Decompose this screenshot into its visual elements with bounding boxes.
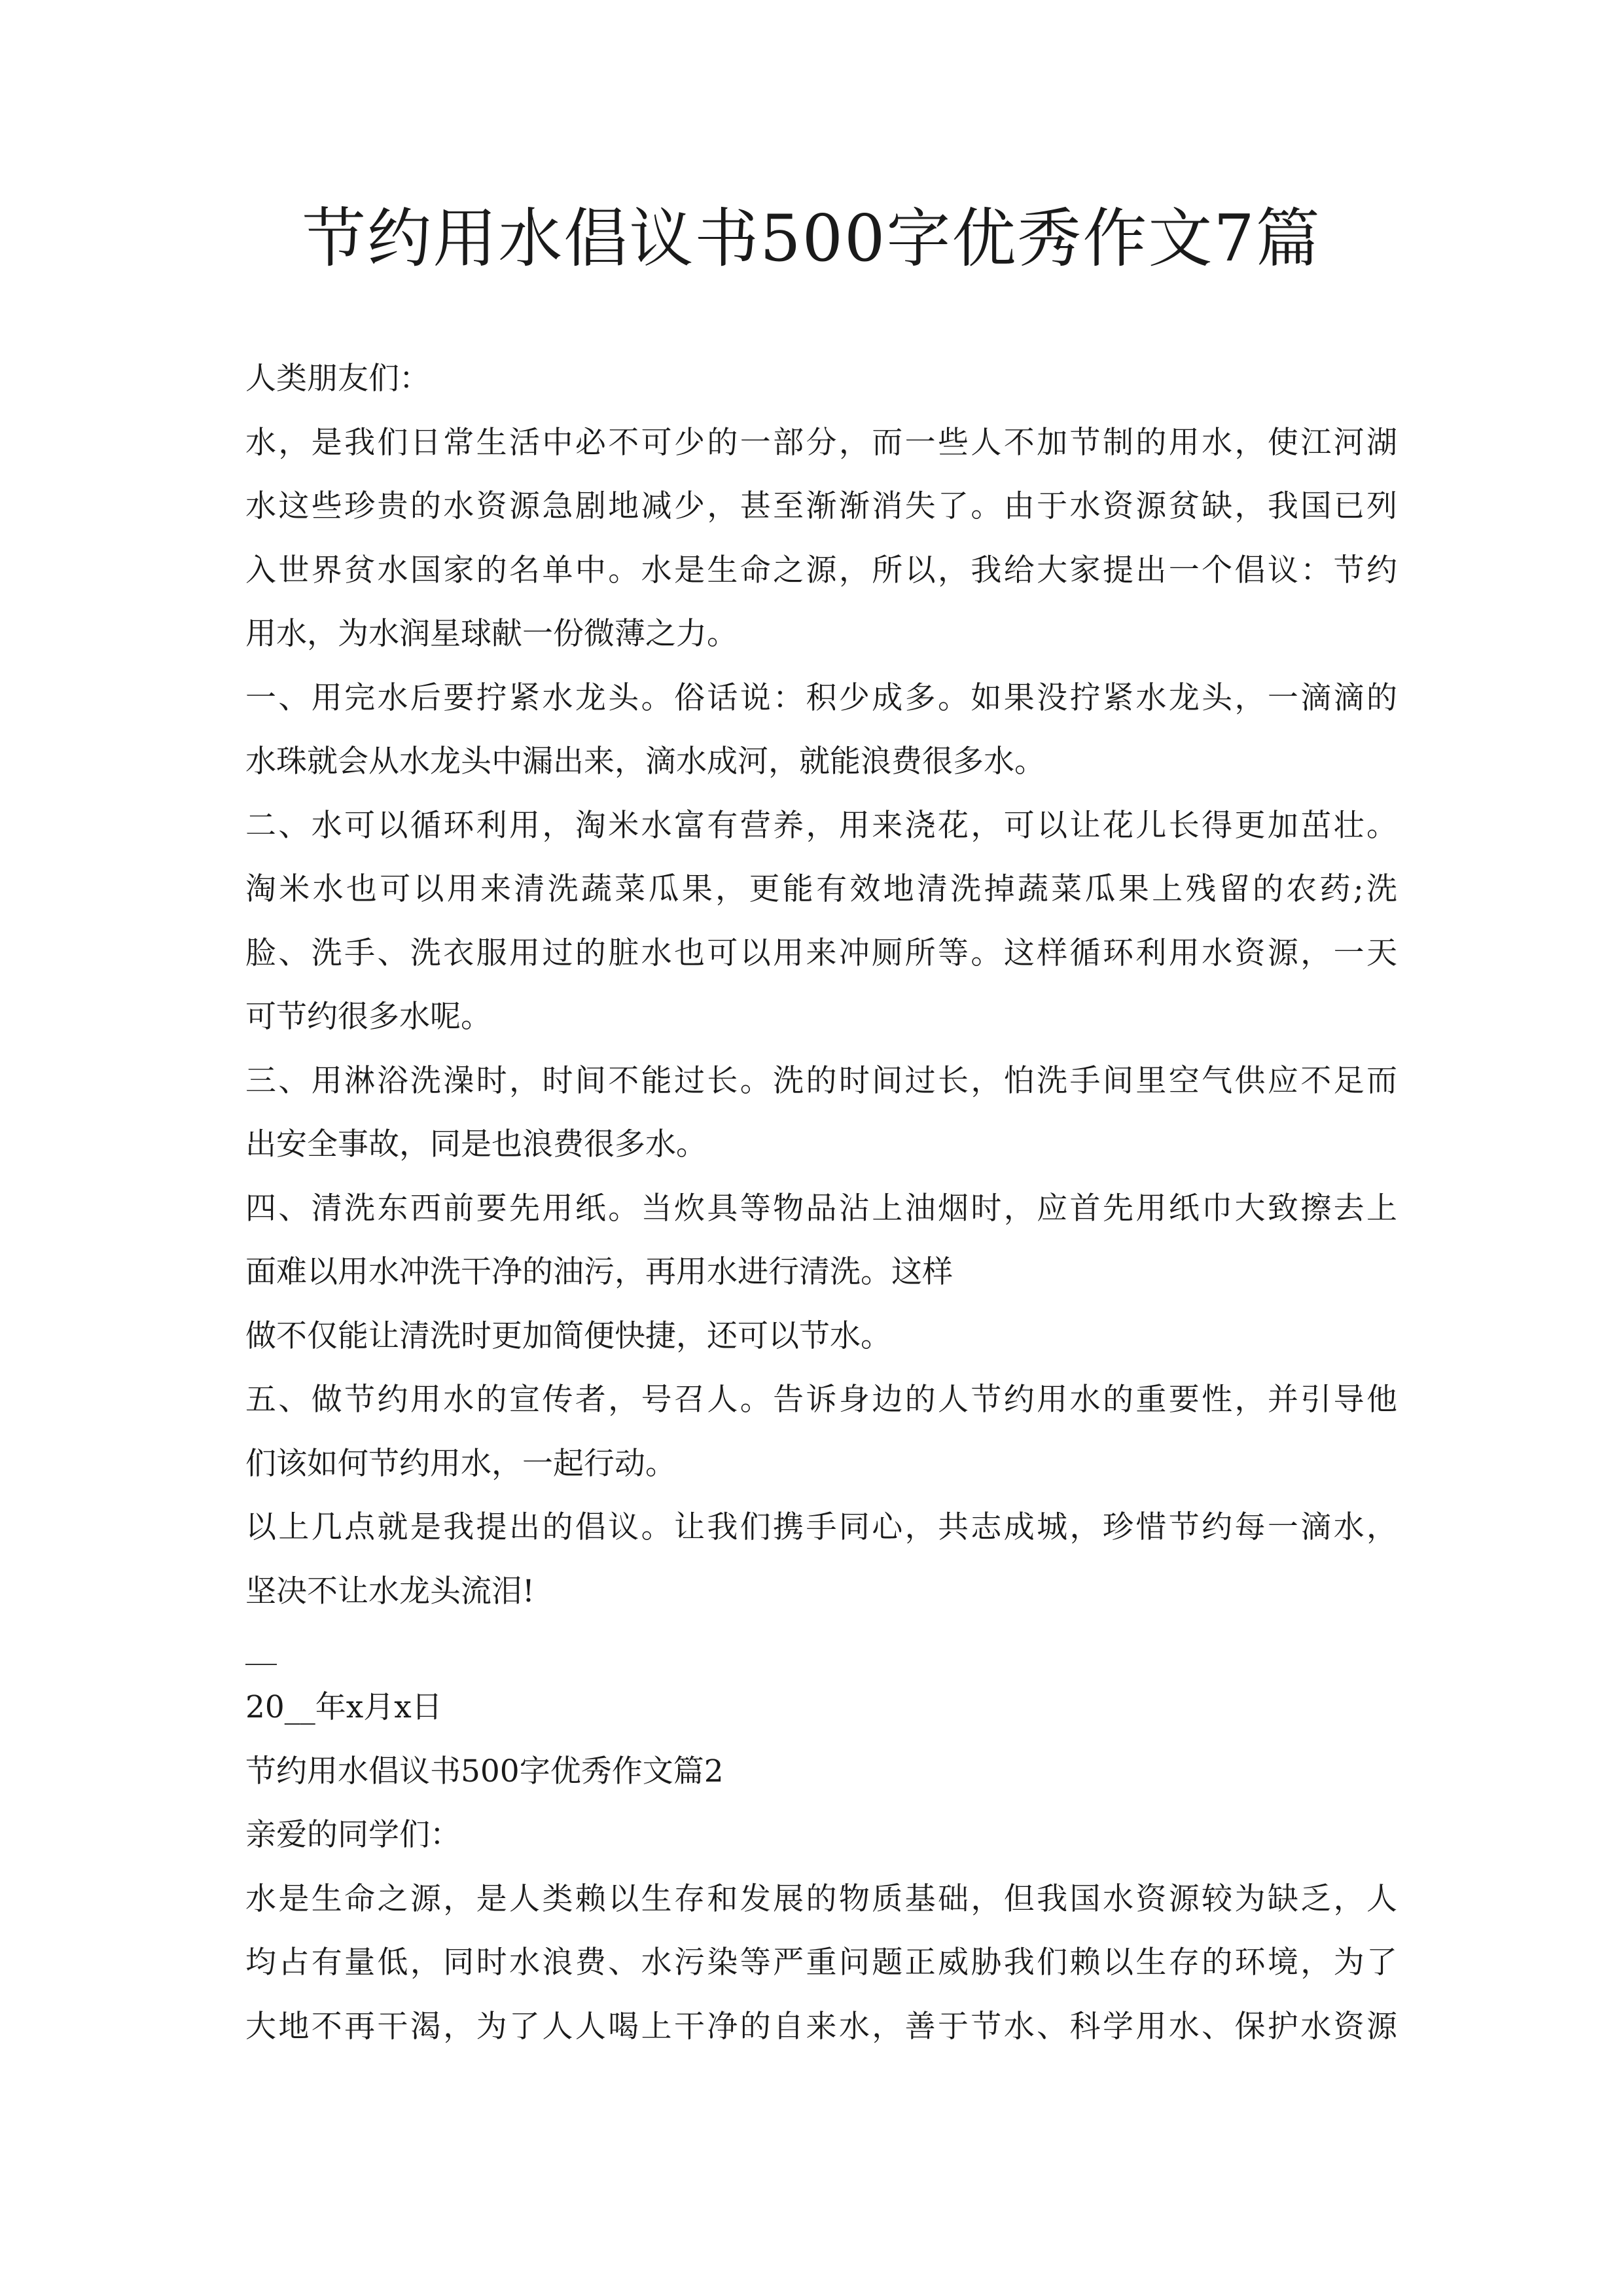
dash-mark [245, 1664, 277, 1665]
paragraph-line: 水是生命之源，是人类赖以生存和发展的物质基础，但我国水资源较为缺乏，人 [245, 1880, 1397, 1917]
paragraph-line: 一、用完水后要拧紧水龙头。俗话说：积少成多。如果没拧紧水龙头，一滴滴的 [245, 679, 1397, 716]
paragraph-line: 水，是我们日常生活中必不可少的一部分，而一些人不加节制的用水，使江河湖 [245, 424, 1397, 461]
salutation: 人类朋友们： [245, 361, 430, 397]
salutation: 亲爱的同学们： [245, 1817, 461, 1853]
paragraph-line: 三、用淋浴洗澡时，时间不能过长。洗的时间过长，怕洗手间里空气供应不足而 [245, 1062, 1397, 1099]
paragraph-line: 水珠就会从水龙头中漏出来，滴水成河，就能浪费很多水。 [245, 744, 1045, 780]
paragraph-line: 以上几点就是我提出的倡议。让我们携手同心，共志成城，珍惜节约每一滴水， [245, 1509, 1397, 1545]
paragraph-line: 用水，为水润星球献一份微薄之力。 [245, 616, 738, 652]
paragraph-line: 水这些珍贵的水资源急剧地减少，甚至渐渐消失了。由于水资源贫缺，我国已列 [245, 488, 1397, 524]
paragraph-line: 均占有量低，同时水浪费、水污染等严重问题正威胁我们赖以生存的环境，为了 [245, 1945, 1397, 1981]
paragraph-line: 四、清洗东西前要先用纸。当炊具等物品沾上油烟时，应首先用纸巾大致擦去上 [245, 1190, 1397, 1227]
paragraph-line: 大地不再干渴，为了人人喝上干净的自来水，善于节水、科学用水、保护水资源 [245, 2008, 1397, 2045]
section-heading: 节约用水倡议书500字优秀作文篇2 [245, 1753, 724, 1789]
paragraph-line: 们该如何节约用水，一起行动。 [245, 1445, 676, 1482]
paragraph-line: 脸、洗手、洗衣服用过的脏水也可以用来冲厕所等。这样循环利用水资源，一天 [245, 935, 1397, 971]
paragraph-line: 做不仅能让清洗时更加简便快捷，还可以节水。 [245, 1318, 891, 1354]
date-line: 20__年x月x日 [245, 1689, 442, 1725]
paragraph-line: 面难以用水冲洗干净的油污，再用水进行清洗。这样 [245, 1254, 953, 1290]
paragraph-line: 五、做节约用水的宣传者，号召人。告诉身边的人节约用水的重要性，并引导他 [245, 1382, 1397, 1418]
paragraph-line: 二、水可以循环利用，淘米水富有营养，用来浇花，可以让花儿长得更加茁壮。 [245, 807, 1397, 844]
paragraph-line: 出安全事故，同是也浪费很多水。 [245, 1126, 707, 1162]
paragraph-line: 淘米水也可以用来清洗蔬菜瓜果，更能有效地清洗掉蔬菜瓜果上残留的农药;洗 [245, 871, 1397, 907]
paragraph-line: 坚决不让水龙头流泪! [245, 1573, 535, 1609]
paragraph-line: 入世界贫水国家的名单中。水是生命之源，所以，我给大家提出一个倡议：节约 [245, 552, 1397, 588]
paragraph-line: 可节约很多水呢。 [245, 999, 491, 1035]
document-title: 节约用水倡议书500字优秀作文7篇 [302, 202, 1321, 276]
document-body [245, 347, 1397, 2058]
signature-dash [245, 1623, 1397, 1676]
